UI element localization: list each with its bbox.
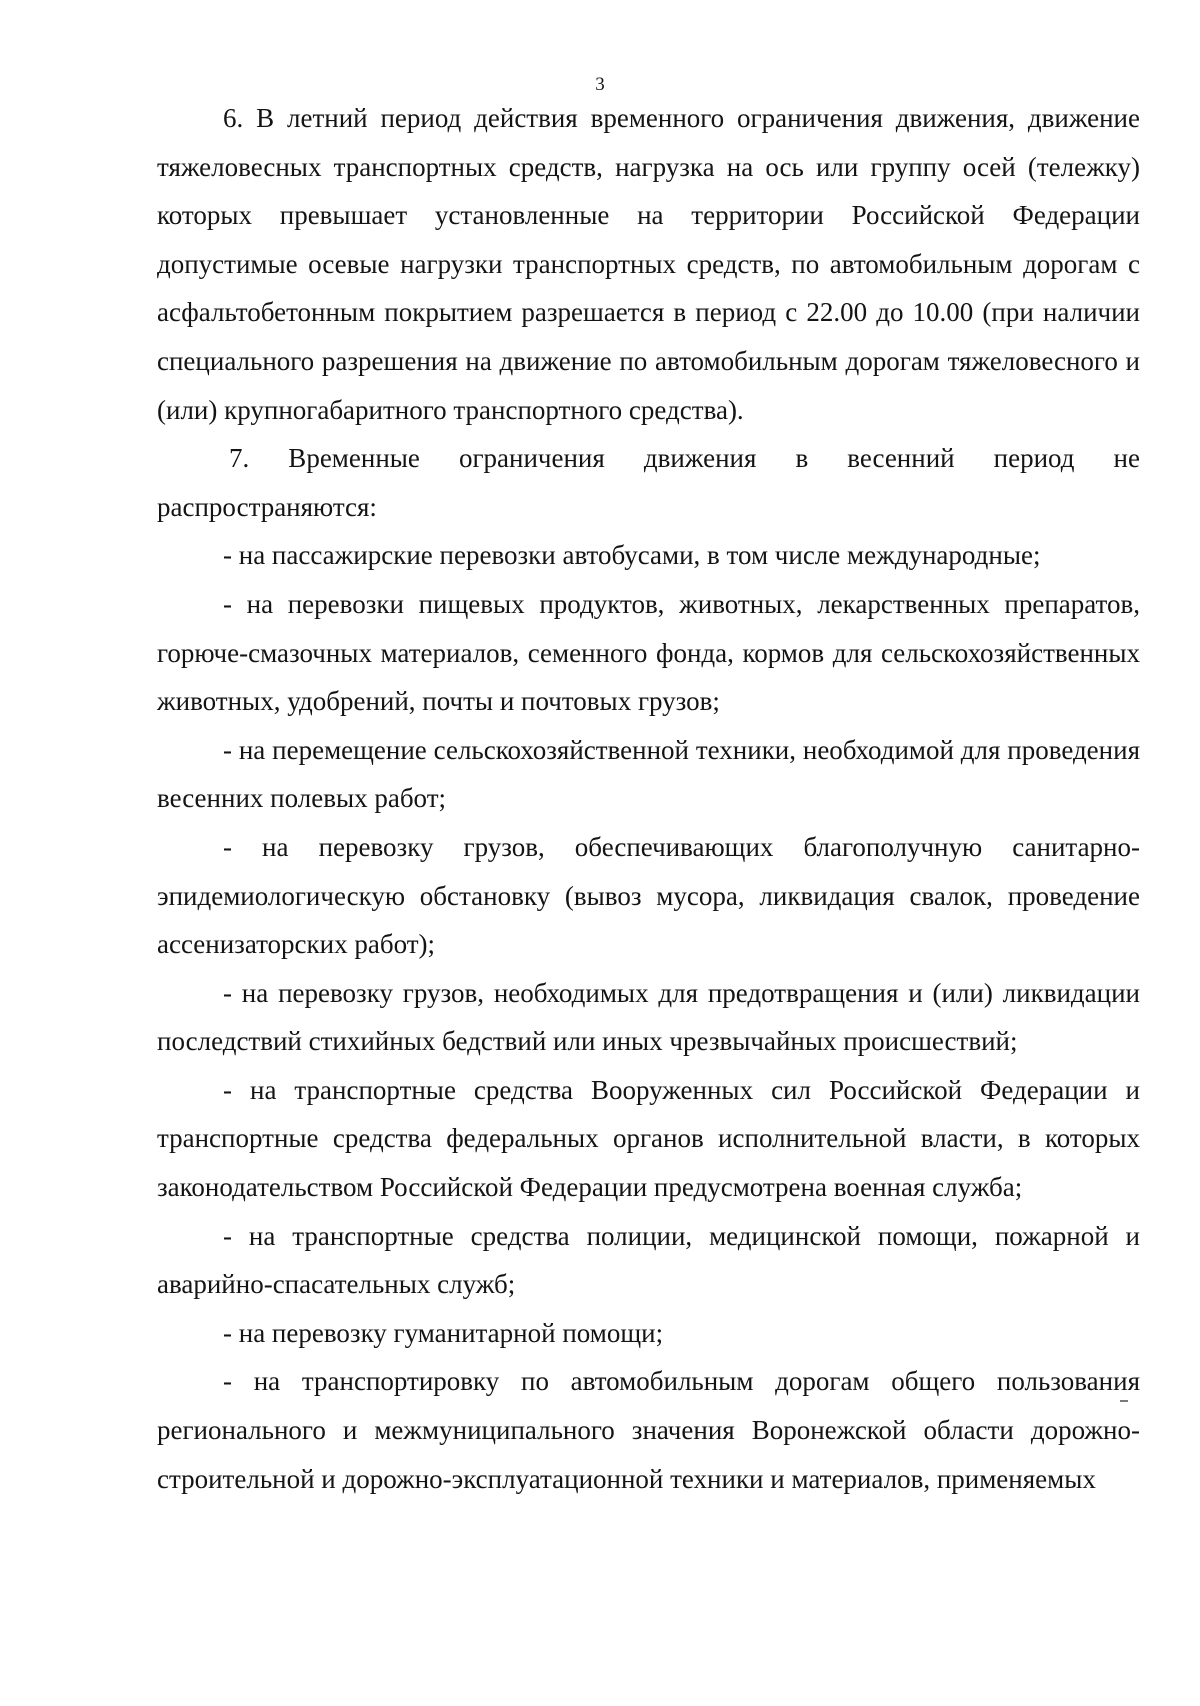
list-item-food-and-goods: - на перевозки пищевых продуктов, животных, лекарственных препаратов, горюче-смазочных материалов, семенного фонда, кормов для сельскохозяйственных животных, удобрений, почты и почтовых грузов; <box>157 588 1140 717</box>
list-item-emergency-cargo: - на перевозку грузов, необходимых для предотвращения и (или) ликвидации последствий стихийных бедствий или иных чрезвычайных происшествий; <box>157 977 1140 1057</box>
page-number: 3 <box>595 74 605 95</box>
list-item-police-medical-fire: - на транспортные средства полиции, медицинской помощи, пожарной и аварийно-спасательных служб; <box>157 1220 1140 1300</box>
list-item-armed-forces-vehicles: - на транспортные средства Вооруженных сил Российской Федерации и транспортные средства федеральных органов исполнительной власти, в которых законодательством Российской Федерации предусмотрена военная служба; <box>157 1074 1140 1203</box>
paragraph-summer-restriction: 6. В летний период действия временного ограничения движения, движение тяжеловесных транспортных средств, нагрузка на ось или группу осей (тележку) которых превышает установленные на территории Российской Федерации допустимые осевые нагрузки транспортных средств, по автомобильным дорогам с асфальтобетонным покрытием разрешается в период с 22.00 до 10.00 (при наличии специального разрешения на движение по автомобильным дорогам тяжеловесного и (или) крупногабаритного транспортного средства). <box>157 103 1140 425</box>
list-item-road-construction-equipment: - на транспортировку по автомобильным дорогам общего пользования регионального и межмуниципального значения Воронежской области дорожно-строительной и дорожно-эксплуатационной техники и материалов, применяемых <box>157 1366 1140 1494</box>
document-body <box>157 94 1140 1503</box>
list-item-passenger-transport: - на пассажирские перевозки автобусами, в том числе международные; <box>223 540 1041 571</box>
scan-artifact-mark <box>1120 1400 1128 1402</box>
list-item-sanitary-cargo: - на перевозку грузов, обеспечивающих благополучную санитарно-эпидемиологическую обстановку (вывоз мусора, ликвидация свалок, проведение ассенизаторских работ); <box>157 831 1140 960</box>
list-item-agricultural-machinery: - на перемещение сельскохозяйственной техники, необходимой для проведения весенних полевых работ; <box>157 734 1140 814</box>
paragraph-spring-exemptions-intro: 7. Временные ограничения движения в весенний период не распространяются: <box>157 443 1140 522</box>
list-item-humanitarian-aid: - на перевозку гуманитарной помощи; <box>223 1317 664 1348</box>
